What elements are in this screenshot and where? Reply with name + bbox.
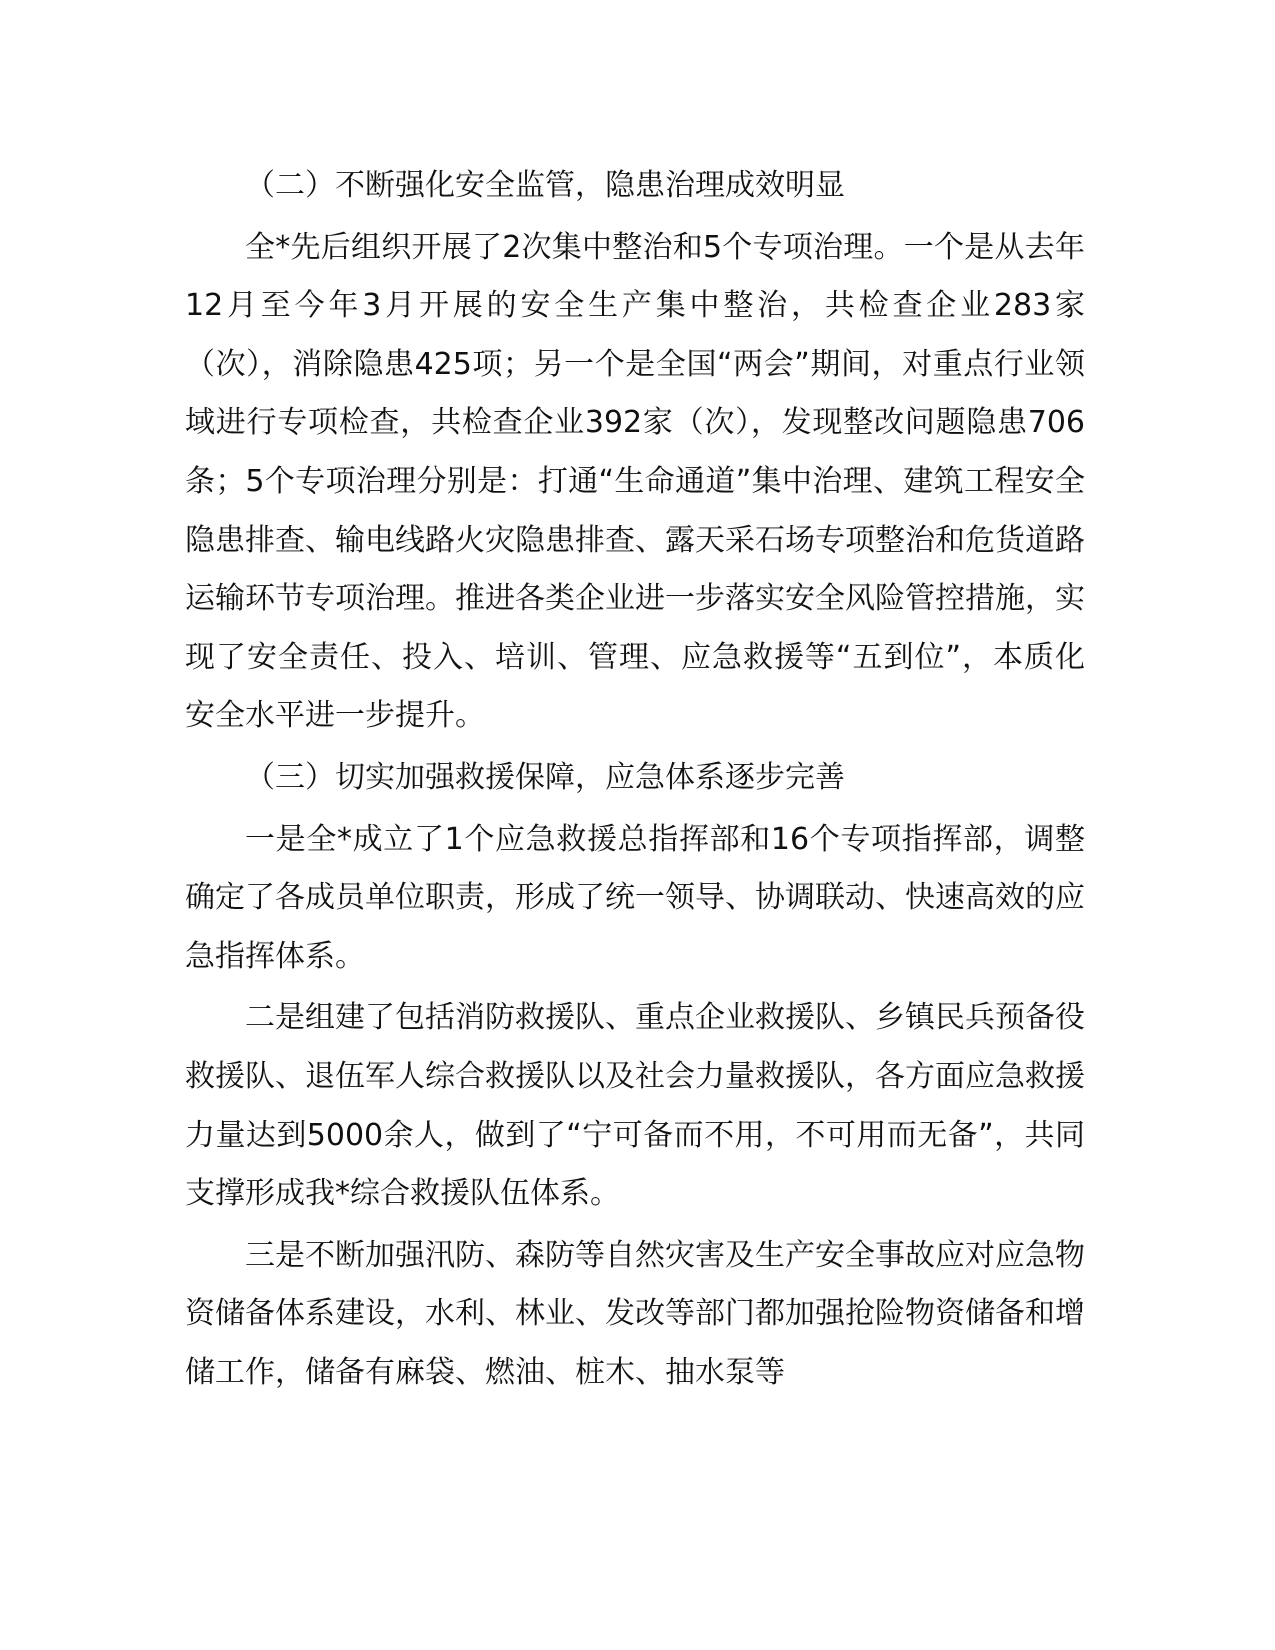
paragraph-rescue-teams: 二是组建了包括消防救援队、重点企业救援队、乡镇民兵预备役救援队、退伍军人综合救援队以及社会力量救援队，各方面应急救援力量达到5000余人，做到了“宁可备而不用，不可用而无备”，共同支撑形成我*综合救援队伍体系。 — [185, 1000, 1085, 1212]
paragraph-safety-supervision: 全*先后组织开展了2次集中整治和5个专项治理。一个是从去年12月至今年3月开展的安全生产集中整治，共检查企业283家（次），消除隐患425项；另一个是全国“两会”期间，对重点行业领域进行专项检查，共检查企业392家（次），发现整改问题隐患706条；5个专项治理分别是：打通“生命通道”集中治理、建筑工程安全隐患排查、输电线路火灾隐患排查、露天采石场专项整治和危货道路运输环节专项治理。推进各类企业进一步落实安全风险管控措施，实现了安全责任、投入、培训、管理、应急救援等“五到位”，本质化安全水平进一步提升。 — [185, 229, 1085, 734]
section-heading-3: （三）切实加强救援保障，应急体系逐步完善 — [245, 759, 845, 795]
paragraph-material-reserves: 三是不断加强汛防、森防等自然灾害及生产安全事故应对应急物资储备体系建设，水利、林业、发改等部门都加强抢险物资储备和增储工作，储备有麻袋、燃油、桩木、抽水泵等 — [185, 1237, 1085, 1390]
section-heading-2: （二）不断强化安全监管，隐患治理成效明显 — [245, 168, 845, 203]
document-body — [185, 157, 1085, 1402]
paragraph-command-system: 一是全*成立了1个应急救援总指挥部和16个专项指挥部，调整确定了各成员单位职责，形成了统一领导、协调联动、快速高效的应急指挥体系。 — [185, 821, 1085, 974]
